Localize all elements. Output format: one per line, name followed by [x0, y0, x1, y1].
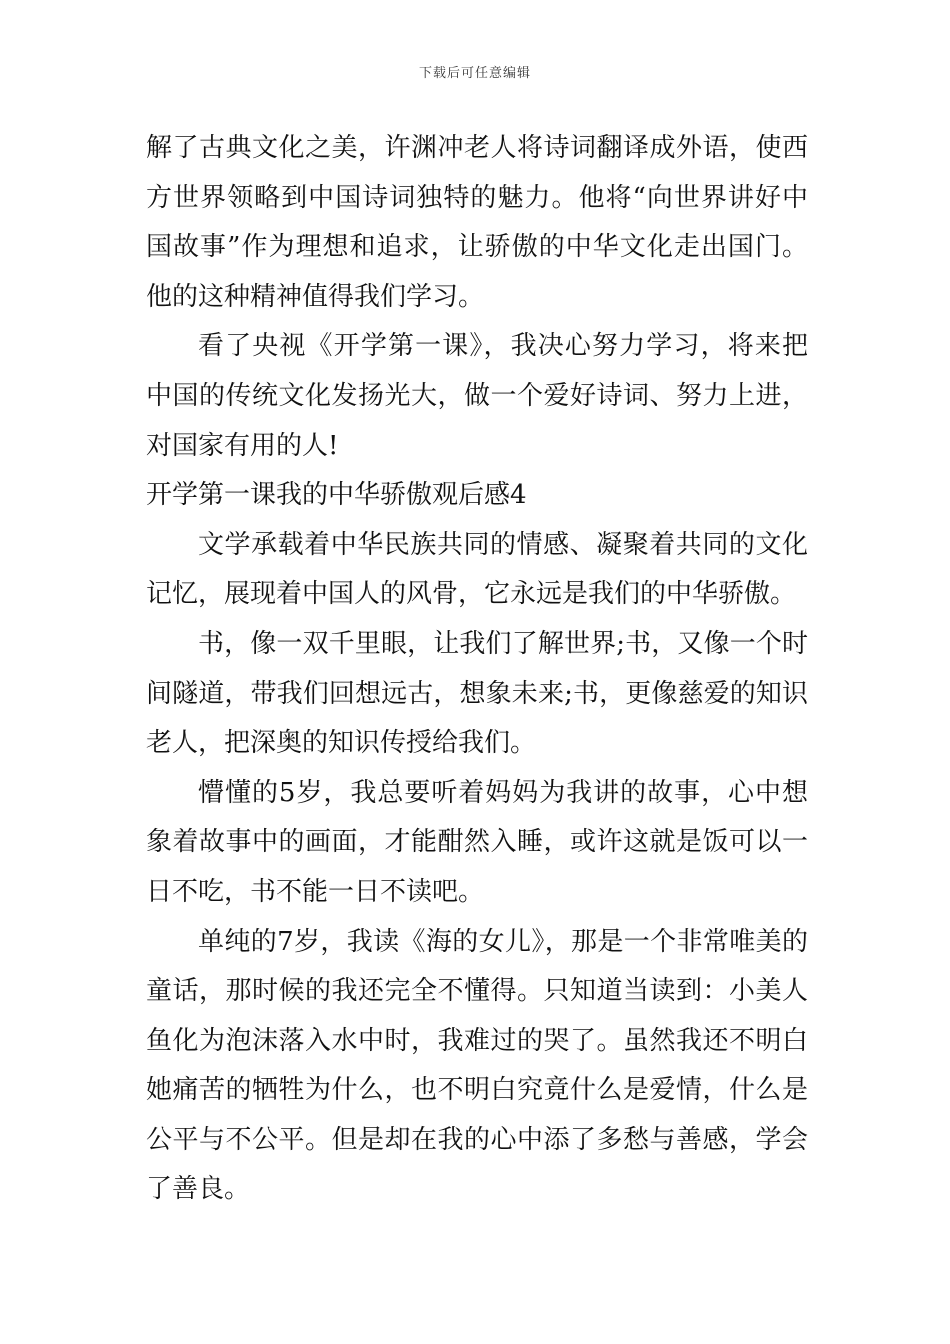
- paragraph: 看了央视《开学第一课》，我决心努力学习，将来把中国的传统文化发扬光大，做一个爱好诗词、努力上进，对国家有用的人!: [146, 331, 808, 461]
- paragraph: 懵懂的5岁，我总要听着妈妈为我讲的故事，心中想象着故事中的画面，才能酣然入睡，或许这就是饭可以一日不吃，书不能一日不读吧。: [146, 777, 808, 907]
- page-header: 下载后可任意编辑: [418, 66, 531, 81]
- paragraph: 书，像一双千里眼，让我们了解世界;书，又像一个时间隧道，带我们回想远古，想象未来;书，更像慈爱的知识老人，把深奥的知识传授给我们。: [146, 628, 808, 759]
- paragraph-continuation: 解了古典文化之美，许渊冲老人将诗词翻译成外语，使西方世界领略到中国诗词独特的魅力。他将“向世界讲好中国故事”作为理想和追求，让骄傲的中华文化走出国门。他的这种精神值得我们学习。: [146, 133, 808, 312]
- paragraph: 单纯的7岁，我读《海的女儿》，那是一个非常唯美的童话，那时候的我还完全不懂得。只知道当读到：小美人鱼化为泡沫落入水中时，我难过的哭了。虽然我还不明白她痛苦的牺牲为什么，也不明白究竟什么是爱情，什么是公平与不公平。但是却在我的心中添了多愁与善感，学会了善良。: [146, 926, 808, 1205]
- paragraph: 文学承载着中华民族共同的情感、凝聚着共同的文化记忆，展现着中国人的风骨，它永远是我们的中华骄傲。: [146, 529, 808, 610]
- document-body: [146, 124, 808, 1215]
- section-title: 开学第一课我的中华骄傲观后感4: [146, 480, 527, 511]
